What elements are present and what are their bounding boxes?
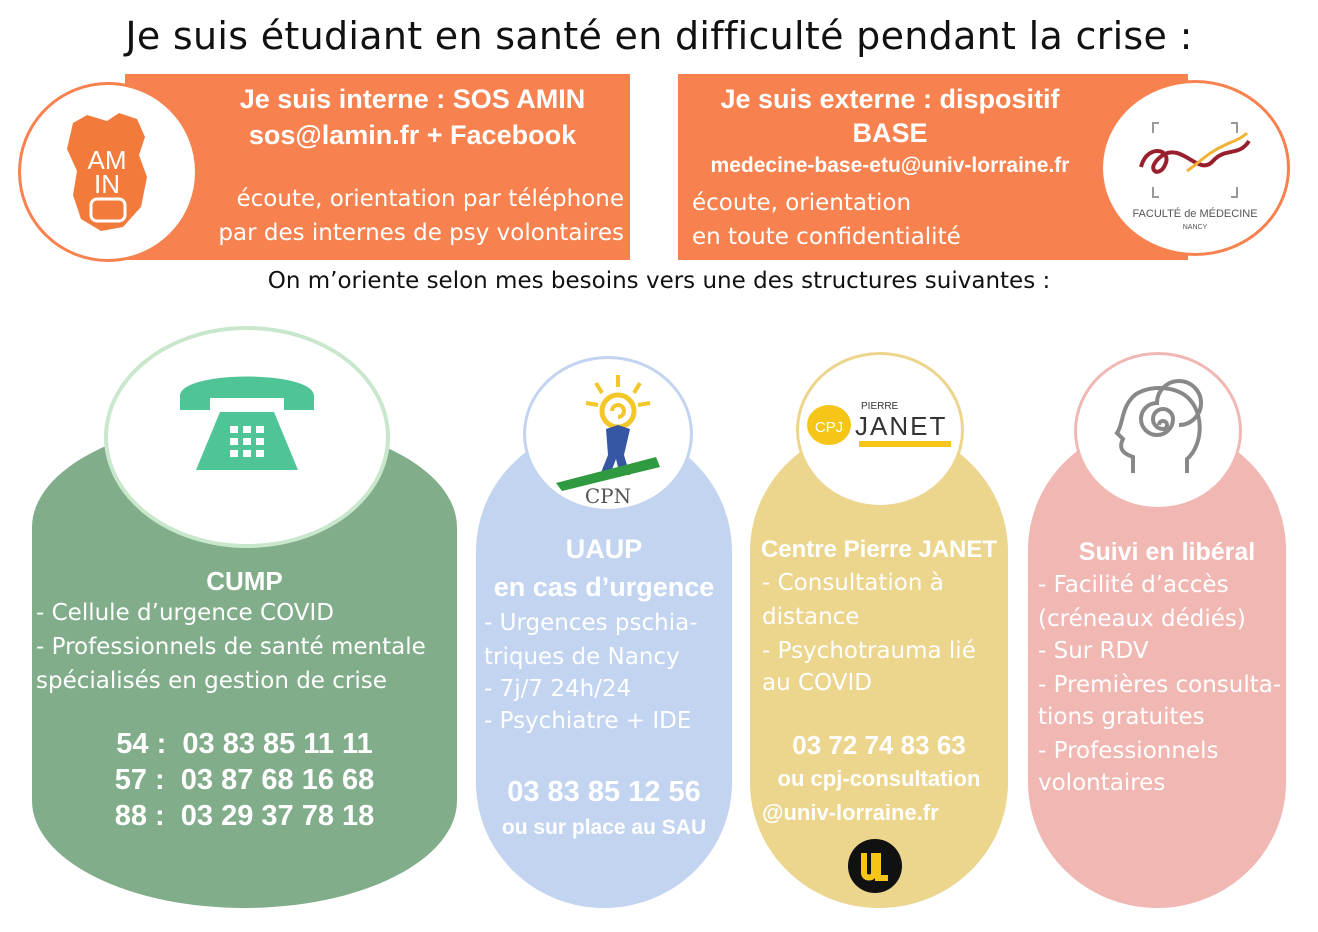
cump-phone-54[interactable]: 54 : 03 83 85 11 11 xyxy=(116,728,373,760)
svg-text:IN: IN xyxy=(94,169,120,199)
svg-text:PIERRE: PIERRE xyxy=(861,401,899,412)
liberal-line-4: - Premières consulta- xyxy=(1038,672,1282,698)
interne-heading-2: sos@lamin.fr + Facebook xyxy=(248,120,577,150)
cump-line-3: spécialisés en gestion de crise xyxy=(36,668,387,694)
page-title: Je suis étudiant en santé en difficulté pendant la crise : xyxy=(125,14,1193,58)
externe-heading-1: Je suis externe : dispositif xyxy=(720,84,1060,114)
liberal-line-1: - Facilité d’accès xyxy=(1038,572,1229,598)
svg-text:AM: AM xyxy=(87,145,127,175)
interne-desc-2: par des internes de psy volontaires xyxy=(218,220,624,246)
janet-email-2[interactable]: @univ-lorraine.fr xyxy=(762,800,939,825)
janet-phone[interactable]: 03 72 74 83 63 xyxy=(792,730,966,760)
universite-lorraine-icon xyxy=(847,838,903,894)
liberal-line-5: tions gratuites xyxy=(1038,704,1205,730)
uaup-title-1: UAUP xyxy=(565,534,643,564)
janet-line-2: distance xyxy=(762,604,860,630)
uaup-line-3: - 7j/7 24h/24 xyxy=(484,676,632,702)
cump-phone-57[interactable]: 57 : 03 87 68 16 68 xyxy=(114,764,375,796)
janet-logo-circle xyxy=(796,352,964,508)
liberal-line-7: volontaires xyxy=(1038,770,1166,796)
liberal-line-3: - Sur RDV xyxy=(1038,638,1149,664)
subtitle: On m’oriente selon mes besoins vers une des structures suivantes : xyxy=(267,268,1051,294)
cpn-icon xyxy=(526,359,690,509)
amin-icon xyxy=(21,85,195,259)
janet-line-1: - Consultation à xyxy=(762,570,944,596)
cump-title: CUMP xyxy=(206,566,283,596)
uaup-line-4: - Psychiatre + IDE xyxy=(484,708,692,734)
uaup-line-2: triques de Nancy xyxy=(484,644,680,670)
externe-heading-2: BASE xyxy=(852,118,928,148)
spiral-head-icon xyxy=(1077,355,1239,507)
cump-logo-circle xyxy=(104,326,390,548)
faculte-logo xyxy=(1100,80,1290,256)
liberal-title: Suivi en libéral xyxy=(1078,538,1256,566)
svg-text:CPN: CPN xyxy=(584,484,632,508)
liberal-logo-circle xyxy=(1074,352,1242,510)
janet-line-3: - Psychotrauma lié xyxy=(762,638,976,664)
ul-logo xyxy=(847,838,903,894)
uaup-phone-note: ou sur place au SAU xyxy=(501,816,707,839)
uaup-title-2: en cas d’urgence xyxy=(493,572,715,602)
svg-text:FACULTÉ de MÉDECINE: FACULTÉ de MÉDECINE xyxy=(1132,208,1258,220)
liberal-line-6: - Professionnels xyxy=(1038,738,1219,764)
svg-text:CPJ: CPJ xyxy=(814,419,844,436)
svg-text:NANCY: NANCY xyxy=(1182,224,1208,231)
cump-phone-88[interactable]: 88 : 03 29 37 78 18 xyxy=(114,800,375,832)
externe-desc-1: écoute, orientation xyxy=(692,190,912,216)
liberal-line-2: (créneaux dédiés) xyxy=(1038,606,1246,632)
janet-title: Centre Pierre JANET xyxy=(760,536,998,563)
cump-line-2: - Professionnels de santé mentale xyxy=(36,634,426,660)
janet-icon xyxy=(799,355,961,505)
externe-email[interactable]: medecine-base-etu@univ-lorraine.fr xyxy=(710,154,1070,177)
cump-line-1: - Cellule d’urgence COVID xyxy=(36,600,334,626)
interne-heading-1: Je suis interne : SOS AMIN xyxy=(239,84,586,114)
svg-text:JANET: JANET xyxy=(855,411,948,441)
janet-line-4: au COVID xyxy=(762,670,872,696)
cpn-logo-circle xyxy=(523,356,693,512)
amin-logo xyxy=(18,82,198,262)
externe-desc-2: en toute confidentialité xyxy=(692,224,961,250)
faculte-icon xyxy=(1103,83,1287,253)
janet-email-1[interactable]: ou cpj-consultation xyxy=(777,766,981,791)
uaup-line-1: - Urgences pschia- xyxy=(484,610,698,636)
telephone-icon xyxy=(108,330,386,544)
interne-desc-1: écoute, orientation par téléphone xyxy=(236,186,624,212)
uaup-phone[interactable]: 03 83 85 12 56 xyxy=(507,776,701,808)
